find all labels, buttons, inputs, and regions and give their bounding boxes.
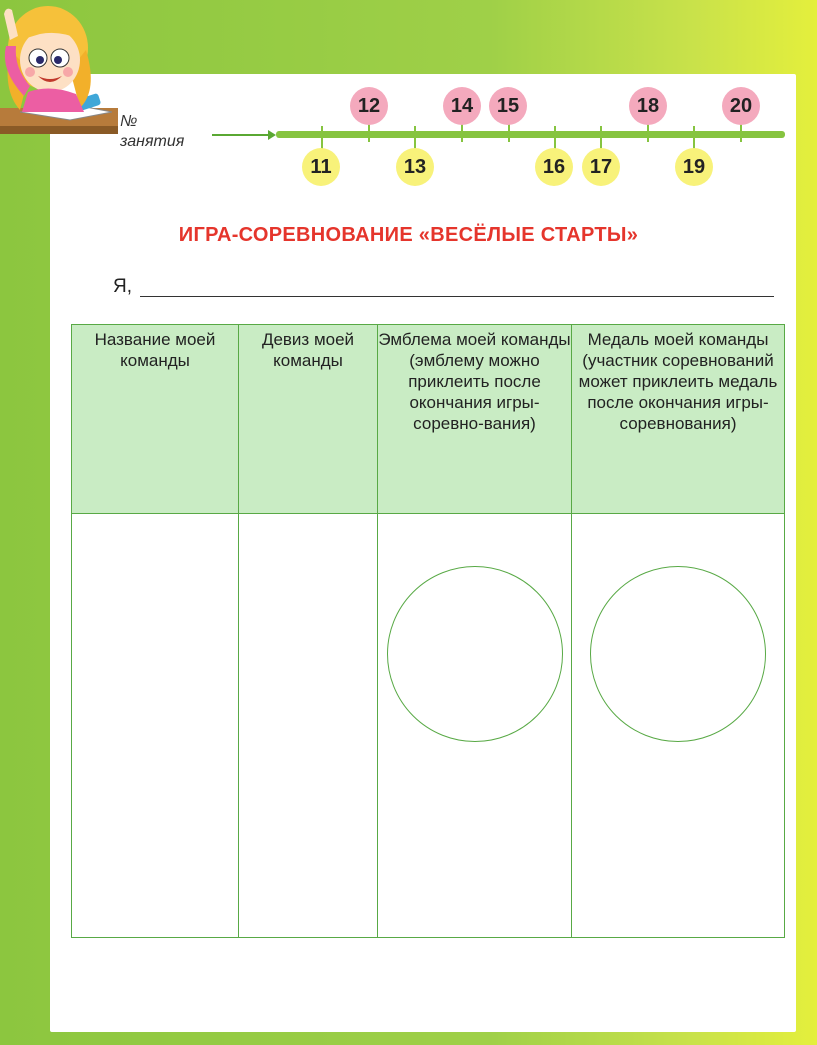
emblem-placeholder-circle[interactable] xyxy=(387,566,563,742)
lesson-number-badge: 16 xyxy=(535,148,573,186)
timeline-tick xyxy=(321,126,323,150)
girl-waving-icon xyxy=(0,0,125,138)
timeline-tick xyxy=(693,126,695,150)
timeline-tick xyxy=(554,126,556,150)
lesson-number-badge: 12 xyxy=(350,87,388,125)
team-table xyxy=(71,324,785,938)
header-team-emblem: Эмблема моей команды (эмблему можно приклеить после окончания игры-соревно-вания) xyxy=(378,325,572,514)
team-motto-cell[interactable] xyxy=(239,514,378,938)
lesson-number-badge: 20 xyxy=(722,87,760,125)
lesson-number-badge: 15 xyxy=(489,87,527,125)
lesson-number-badge: 17 xyxy=(582,148,620,186)
lesson-label-word: занятия xyxy=(120,133,185,150)
header-team-name: Название моей команды xyxy=(72,325,239,514)
emblem-cell xyxy=(378,514,572,938)
lesson-number-badge: 14 xyxy=(443,87,481,125)
lesson-number-badge: 13 xyxy=(396,148,434,186)
arrow-right-icon xyxy=(212,134,274,136)
medal-cell xyxy=(572,514,785,938)
table-row xyxy=(72,514,785,938)
header-team-motto: Девиз моей команды xyxy=(239,325,378,514)
page-title: ИГРА-СОРЕВНОВАНИЕ «ВЕСЁЛЫЕ СТАРТЫ» xyxy=(178,224,639,246)
medal-placeholder-circle[interactable] xyxy=(590,566,766,742)
timeline-tick xyxy=(600,126,602,150)
name-write-line[interactable] xyxy=(140,296,774,297)
timeline-tick xyxy=(414,126,416,150)
table-header-row xyxy=(72,325,785,514)
header-team-medal: Медаль моей команды (участник соревнований может приклеить медаль после окончания игры-соревнования) xyxy=(572,325,785,514)
lesson-label-number-sign: № xyxy=(120,113,138,130)
lesson-number-label xyxy=(120,112,184,152)
lesson-number-badge: 18 xyxy=(629,87,667,125)
team-name-cell[interactable] xyxy=(72,514,239,938)
lesson-number-badge: 11 xyxy=(302,148,340,186)
name-label: Я, xyxy=(113,276,132,297)
lesson-timeline xyxy=(276,131,785,138)
lesson-number-badge: 19 xyxy=(675,148,713,186)
